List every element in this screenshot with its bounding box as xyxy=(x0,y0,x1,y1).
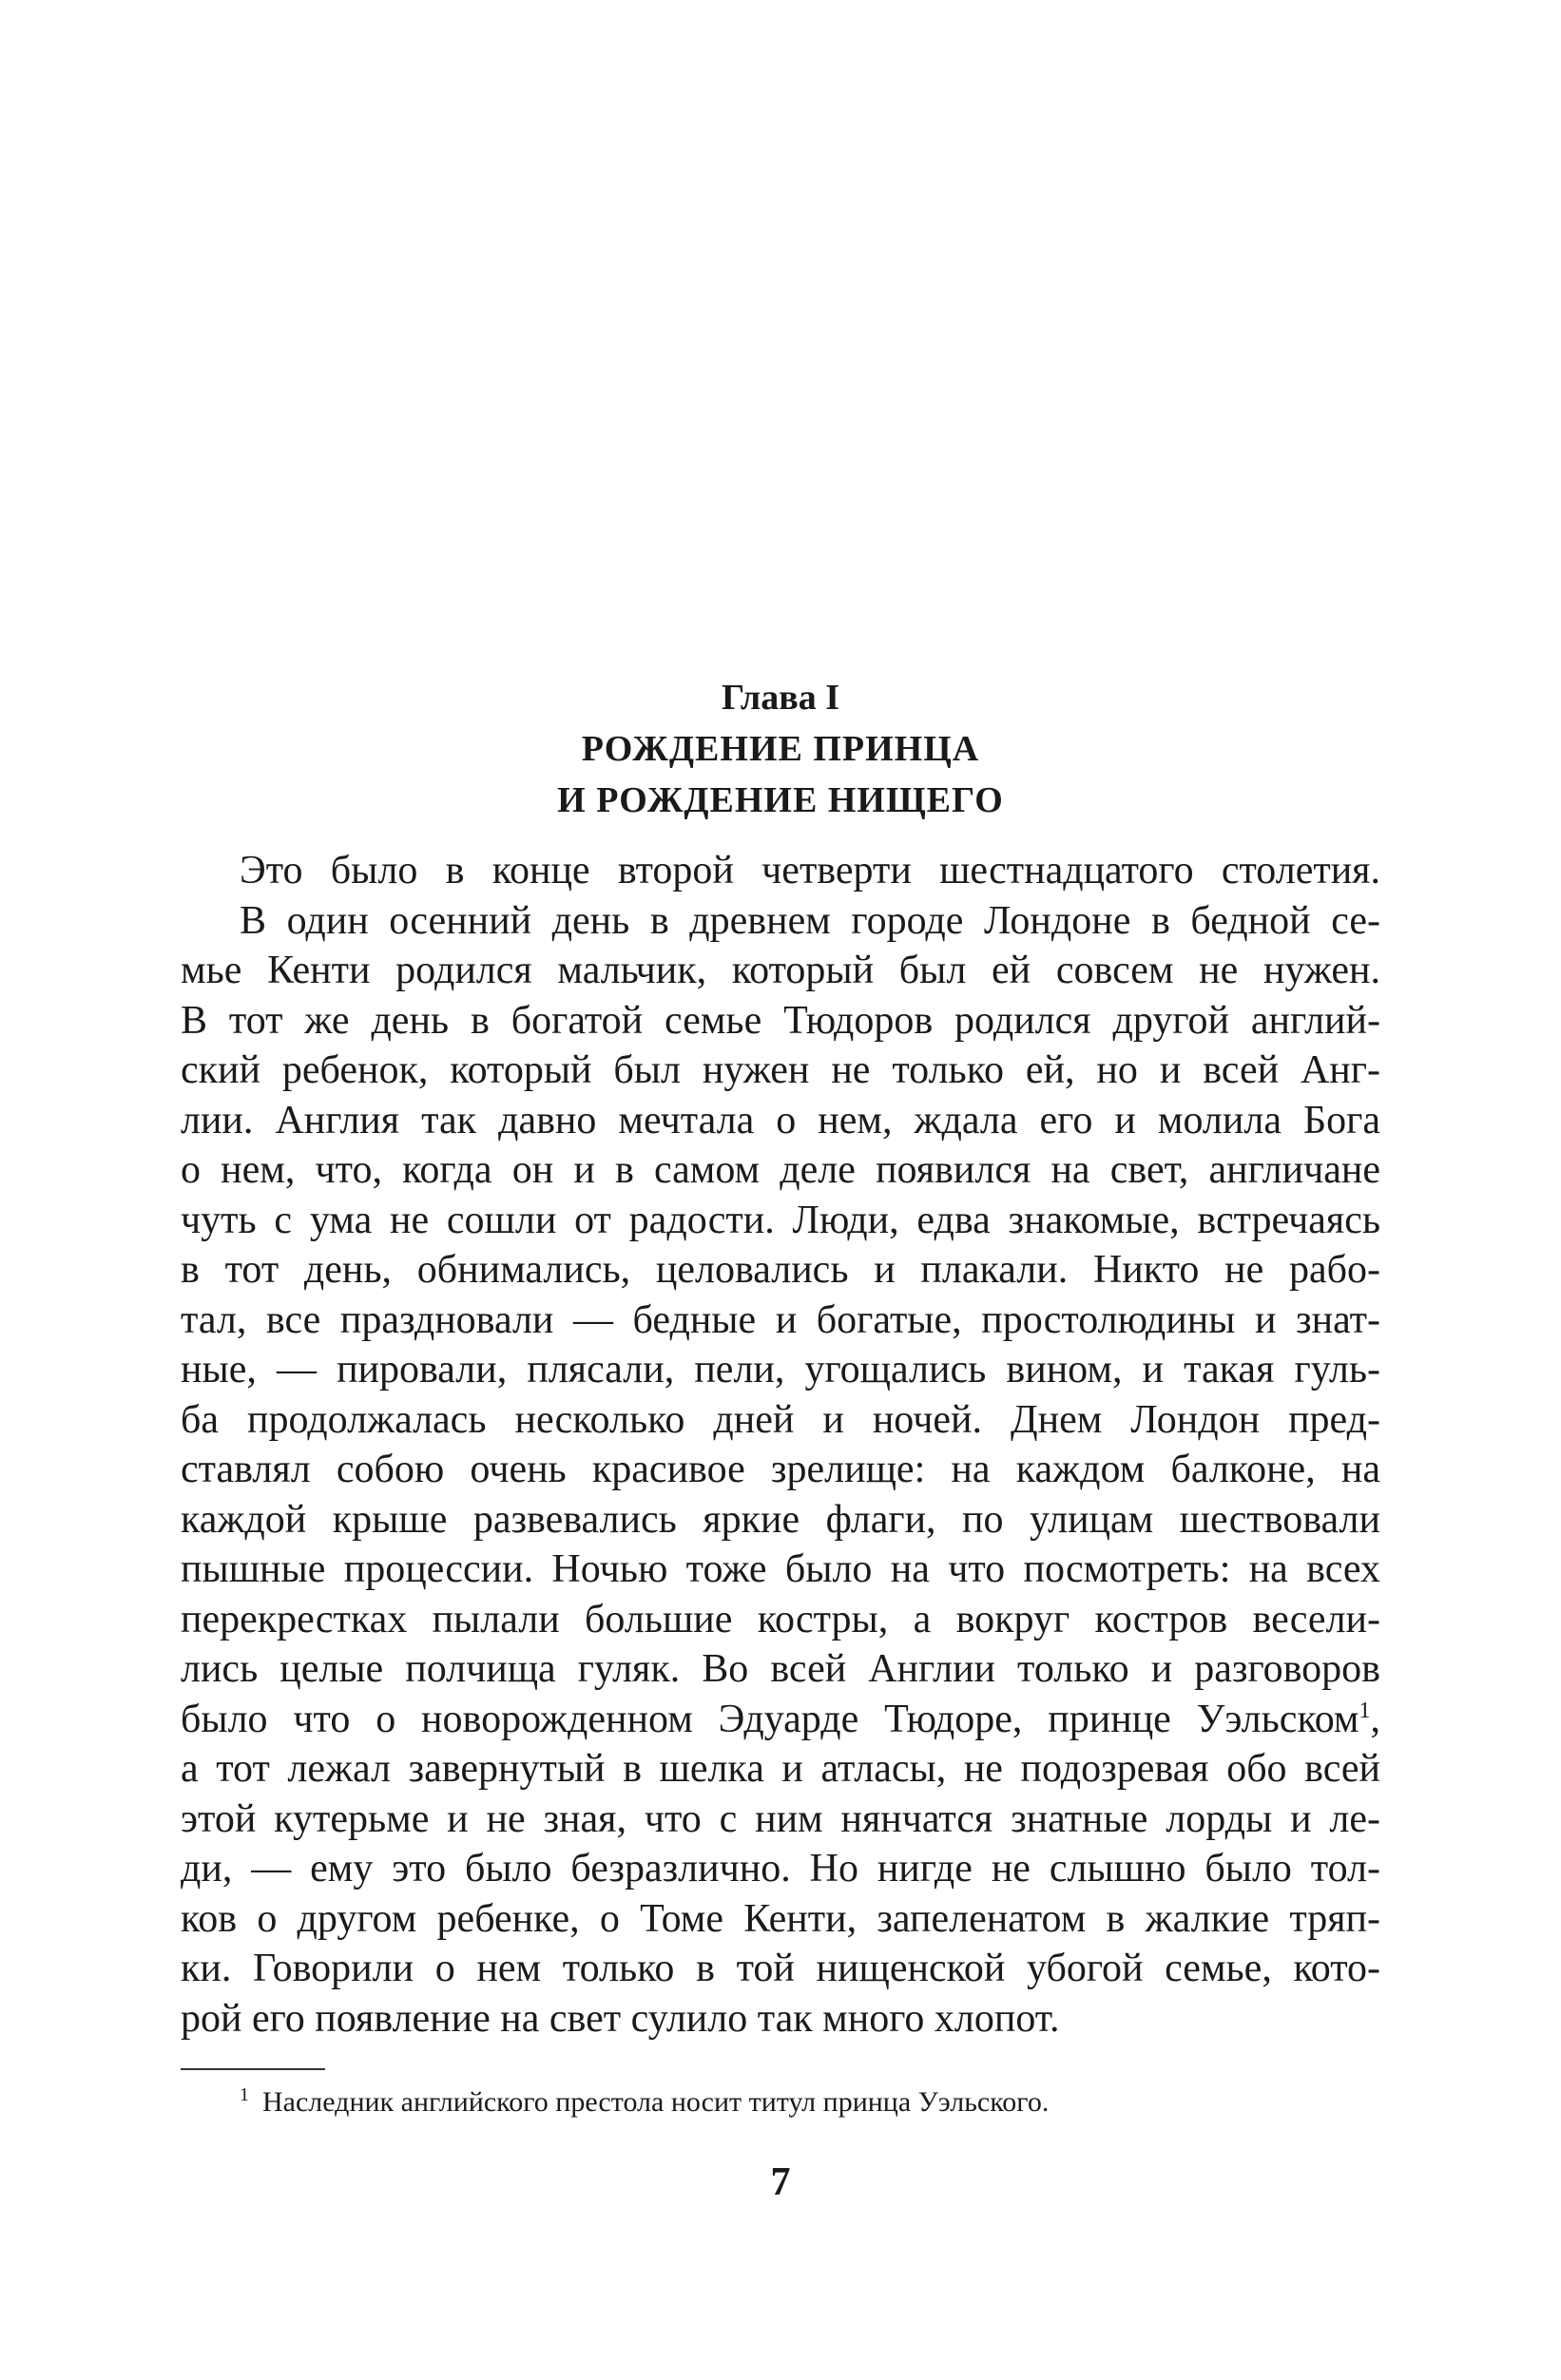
body-line: ский ребенок, который был нужен не только ей, но и всей Анг- xyxy=(181,1048,1380,1092)
footnote xyxy=(240,2083,1049,2121)
chapter-number: Глава I xyxy=(721,678,840,718)
body-text xyxy=(181,846,1380,2044)
chapter-title-line-2: И РОЖДЕНИЕ НИЩЕГО xyxy=(557,780,1004,820)
footnote-text: Наследник английского престола носит титул принца Уэльского. xyxy=(262,2086,1050,2118)
body-line: ки. Говорили о нем только в той нищенской убогой семье, кото- xyxy=(181,1947,1380,1990)
footnote-reference[interactable]: 1 xyxy=(1359,1698,1371,1723)
body-line: ди, — ему это было безразлично. Но нигде не слышно было тол- xyxy=(181,1847,1380,1891)
body-line: о нем, что, когда он и в самом деле появился на свет, англичане xyxy=(181,1148,1380,1192)
body-line: пышные процессии. Ночью тоже было на что посмотреть: на всех xyxy=(181,1547,1380,1591)
body-line: а тот лежал завернутый в шелка и атласы, не подозревая обо всей xyxy=(181,1747,1380,1791)
footnote-divider xyxy=(181,2068,325,2070)
body-line: перекрестках пылали большие костры, а вокруг костров весели- xyxy=(181,1597,1380,1641)
body-line: чуть с ума не сошли от радости. Люди, едва знакомые, встречаясь xyxy=(181,1198,1380,1242)
body-line: В тот же день в богатой семье Тюдоров родился другой англий- xyxy=(181,998,1380,1043)
body-line: Это было в конце второй четверти шестнадцатого столетия. xyxy=(240,849,1380,892)
body-line-text: было что о новорожденном Эдуарде Тюдоре, принце Уэльском xyxy=(181,1697,1359,1741)
body-line: в тот день, обнимались, целовались и плакали. Никто не рабо- xyxy=(181,1248,1380,1292)
footnote-ref-punctuation: , xyxy=(1370,1697,1380,1741)
body-line: лись целые полчища гуляк. Во всей Англии только и разговоров xyxy=(181,1647,1380,1691)
body-line: каждой крыше развевались яркие флаги, по улицам шествовали xyxy=(181,1497,1380,1542)
body-line: ные, — пировали, плясали, пели, угощались вином, и такая гуль- xyxy=(181,1348,1380,1392)
body-line-with-footnote xyxy=(181,1695,1380,1745)
chapter-title-line-1: РОЖДЕНИЕ ПРИНЦА xyxy=(581,729,980,769)
body-line: рой его появление на свет сулило так много хлопот. xyxy=(181,1996,1060,2041)
body-line: лии. Англия так давно мечтала о нем, ждала его и молила Бога xyxy=(181,1098,1380,1142)
body-line: В один осенний день в древнем городе Лондоне в бедной се- xyxy=(240,898,1380,943)
body-line: этой кутерьме и не зная, что с ним нянчатся знатные лорды и ле- xyxy=(181,1796,1380,1841)
body-line: ков о другом ребенке, о Томе Кенти, запеленатом в жалкие тряп- xyxy=(181,1896,1380,1941)
page-number: 7 xyxy=(770,2160,791,2204)
footnote-mark: 1 xyxy=(240,2084,249,2105)
body-line: ставлял собою очень красивое зрелище: на каждом балконе, на xyxy=(181,1448,1380,1491)
body-line: мье Кенти родился мальчик, который был ей совсем не нужен. xyxy=(181,949,1380,992)
body-line: тал, все праздновали — бедные и богатые, простолюдины и знат- xyxy=(181,1297,1380,1342)
body-line: ба продолжалась несколько дней и ночей. Днем Лондон пред- xyxy=(181,1397,1380,1442)
